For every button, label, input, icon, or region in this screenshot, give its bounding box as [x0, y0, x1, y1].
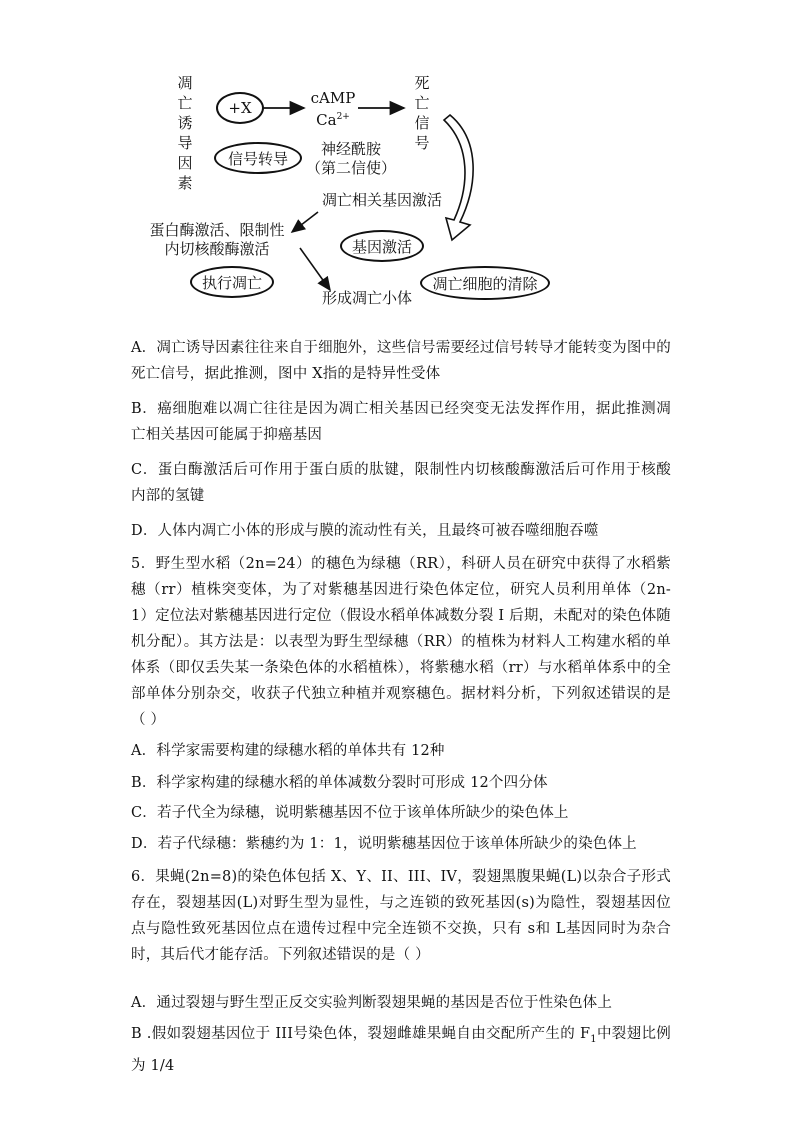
- apoptotic-body-label: 形成凋亡小体: [322, 289, 413, 307]
- q5-option-a: A．科学家需要构建的绿穗水稻的单体共有 12种: [131, 743, 445, 759]
- gene-activation-label: 凋亡相关基因激活: [322, 191, 443, 209]
- q4-option-d: D．人体内凋亡小体的形成与膜的流动性有关，且最终可被吞噬细胞吞噬: [131, 523, 599, 539]
- clearance-node: [420, 266, 550, 300]
- camp-label: [310, 89, 356, 130]
- arrow-to-enzymes: [292, 212, 318, 232]
- enzymes-line2: 内切核酸酶激活: [164, 240, 270, 258]
- inducer-label: 凋亡诱导因素: [177, 74, 193, 192]
- q4-option-c: C．蛋白酶激活后可作用于蛋白质的肽键，限制性内切核酸酶激活后可作用于核酸内部的氢键: [131, 462, 671, 504]
- signal-transduction-node: [214, 142, 302, 174]
- clearance-text: 凋亡细胞的清除: [432, 274, 538, 293]
- enzymes-line1: 蛋白酶激活、限制性: [149, 221, 285, 239]
- gene-activation-node-text: 基因激活: [351, 237, 412, 256]
- q4-option-b: B．癌细胞难以凋亡往往是因为凋亡相关基因已经突变无法发挥作用，据此推测凋亡相关基因可能属于抑癌基因: [131, 401, 671, 443]
- signal-transduction-text: 信号转导: [227, 149, 288, 168]
- q5-option-c: C．若子代全为绿穗，说明紫穗基因不位于该单体所缺少的染色体上: [131, 805, 569, 821]
- curved-arrow-signal-to-genes: [444, 115, 473, 240]
- ceramide-line2: （第二信使）: [306, 159, 397, 177]
- q5-option-b: B．科学家构建的绿穗水稻的单体减数分裂时可形成 12个四分体: [131, 775, 548, 791]
- q6-option-a: A．通过裂翅与野生型正反交实验判断裂翅果蝇的基因是否位于性染色体上: [131, 995, 613, 1011]
- q4-option-a: A．凋亡诱导因素往往来自于细胞外，这些信号需要经过信号转导才能转变为图中的死亡信号，据此推测，图中 X指的是特异性受体: [131, 340, 671, 382]
- camp-text: cAMP: [310, 89, 356, 107]
- arrow-to-apoptotic-body: [300, 248, 330, 290]
- q5-option-d: D．若子代绿穗：紫穗约为 1：1，说明紫穗基因位于该单体所缺少的染色体上: [131, 836, 637, 852]
- ceramide-line1: 神经酰胺: [320, 140, 381, 158]
- enzymes-label: [142, 221, 292, 259]
- ca-text: $Ca^{2+}$: [316, 111, 350, 129]
- gene-activation-node: [340, 230, 424, 262]
- execute-node: [190, 266, 274, 298]
- diagram-arrows: [0, 0, 794, 320]
- x-node: [216, 92, 264, 124]
- q6-option-b: B .假如裂翅基因位于 III号染色体，裂翅雌雄果蝇自由交配所产生的 $F_1$中裂翅比例为 1/4: [131, 1026, 671, 1074]
- death-signal-label: 死亡信号: [414, 74, 430, 152]
- q6-stem: 6．果蝇(2n=8)的染色体包括 X、Y、II、III、IV，裂翅黑腹果蝇(L)以杂合子形式存在，裂翅基因(L)对野生型为显性，与之连锁的致死基因(s)为隐性，裂翅基因位点与隐性致死基因位点在遗传过程中完全连锁不交换，只有 s和 L基因同时为杂合时，其后代才能存活。下列叙述错误的是（ ）: [131, 869, 671, 963]
- apoptosis-diagram: [0, 0, 794, 320]
- q5-stem: 5．野生型水稻（2n=24）的穗色为绿穗（RR），科研人员在研究中获得了水稻紫穗（rr）植株突变体，为了对紫穗基因进行染色体定位，研究人员利用单体（2n-1）定位法对紫穗基因进行定位（假设水稻单体减数分裂 I 后期，未配对的染色体随机分配）。其方法是：以表型为野生型绿穗（RR）的植株为材料人工构建水稻的单体系（即仅丢失某一条染色体的水稻植株），将紫穗水稻（rr）与水稻单体系中的全部单体分别杂交，收获子代独立种植并观察穗色。据材料分析，下列叙述错误的是（ ）: [131, 556, 671, 728]
- ceramide-label: [306, 140, 396, 178]
- x-node-text: +X: [228, 99, 252, 117]
- execute-text: 执行凋亡: [201, 273, 262, 292]
